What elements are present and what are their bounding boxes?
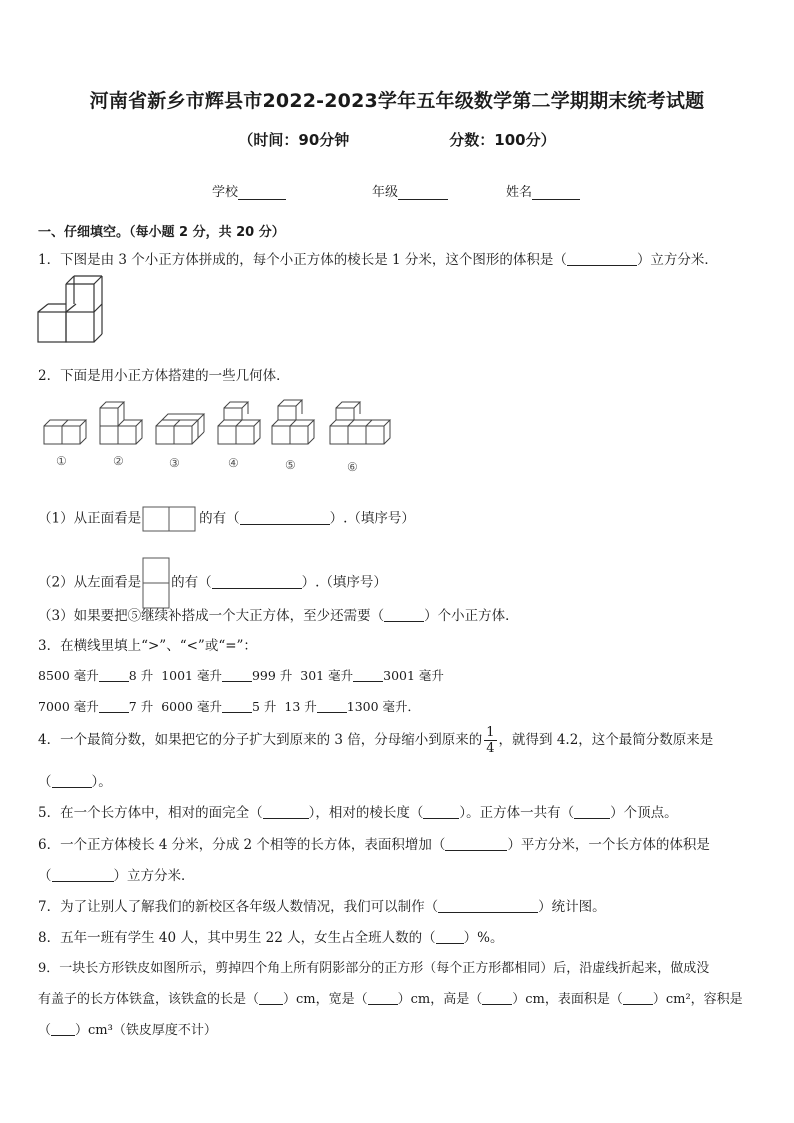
front-view-figure [141, 505, 199, 533]
solid-label-3: ③ [169, 456, 180, 470]
answer-blank[interactable] [445, 837, 507, 851]
name-blank[interactable] [532, 185, 580, 200]
question-2-sub3: （3）如果要把⑤继续补搭成一个大正方体，至少还需要（ ）个小正方体． [38, 608, 519, 624]
answer-blank[interactable] [317, 699, 347, 713]
answer-blank[interactable] [99, 668, 129, 682]
grade-blank[interactable] [398, 185, 448, 200]
answer-blank[interactable] [482, 991, 512, 1005]
answer-blank[interactable] [436, 930, 464, 944]
answer-blank[interactable] [212, 575, 302, 589]
answer-blank[interactable] [263, 805, 309, 819]
question-1: 1．下图是由 3 个小正方体拼成的，每个小正方体的棱长是 1 分米，这个图形的体积是（ ）立方分米． [38, 252, 718, 268]
answer-blank[interactable] [240, 511, 330, 525]
exam-score: 分数：100分） [449, 131, 556, 149]
question-3-row-1: 8500 毫升 8 升 1001 毫升 999 升 301 毫升 3001 毫升 [38, 668, 444, 683]
fraction-one-quarter: $\frac{1}{4}$ [486, 725, 495, 756]
question-9-cont: 有盖子的长方体铁盒，该铁盒的长是（ ）cm，宽是（ ）cm，高是（ ）cm，表面积是（ ）cm²，容积是 [38, 992, 743, 1007]
answer-blank[interactable] [222, 668, 252, 682]
answer-blank[interactable] [574, 805, 610, 819]
answer-blank[interactable] [368, 991, 398, 1005]
grade-field: 年级 [372, 181, 448, 200]
exam-subtitle [0, 129, 794, 150]
answer-blank[interactable] [567, 252, 637, 266]
cube-figure-q1 [38, 282, 108, 344]
question-2-sub1: （1）从正面看是 的有（ ）.（填序号） [38, 505, 415, 533]
solid-label-2: ② [113, 454, 124, 468]
answer-blank[interactable] [51, 1022, 75, 1036]
answer-blank[interactable] [52, 774, 92, 788]
answer-blank[interactable] [623, 991, 653, 1005]
answer-blank[interactable] [259, 991, 283, 1005]
page-title: 河南省新乡市辉县市2022-2023学年五年级数学第二学期期末统考试题 [89, 90, 705, 112]
answer-blank[interactable] [52, 868, 114, 882]
question-4-cont: （ ）。 [38, 774, 112, 790]
name-field: 姓名 [506, 181, 580, 200]
answer-blank[interactable] [423, 805, 459, 819]
question-9: 9．一块长方形铁皮如图所示，剪掉四个角上所有阴影部分的正方形（每个正方形都相同）后，沿虚线折起来，做成没 [38, 961, 710, 976]
question-6-cont: （ ）立方分米． [38, 868, 195, 884]
school-field: 学校 [212, 181, 286, 200]
question-8: 8．五年一班有学生 40 人，其中男生 22 人，女生占全班人数的（ ）%。 [38, 930, 504, 946]
answer-blank[interactable] [222, 699, 252, 713]
question-9-end: （ ）cm³（铁皮厚度不计） [38, 1023, 217, 1038]
question-3: 3．在横线里填上“>”、“<”或“=”： [38, 638, 257, 654]
left-view-figure [141, 556, 171, 610]
question-5: 5．在一个长方体中，相对的面完全（ ），相对的棱长度（ ）。正方体一共有（ ）个顶点。 [38, 805, 678, 821]
answer-blank[interactable] [353, 668, 383, 682]
question-3-row-2: 7000 毫升 7 升 6000 毫升 5 升 13 升 1300 毫升． [38, 699, 421, 714]
question-2: 2．下面是用小正方体搭建的一些几何体． [38, 368, 290, 384]
solid-label-5: ⑤ [285, 458, 296, 472]
solid-label-1: ① [56, 454, 67, 468]
question-4: 4．一个最简分数，如果把它的分子扩大到原来的 3 倍，分母缩小到原来的 $\frac{1}{4}$ ，就得到 4.2，这个最简分数原来是 [38, 725, 714, 756]
question-6: 6．一个正方体棱长 4 分米，分成 2 个相等的长方体，表面积增加（ ）平方分米，一个长方体的体积是 [38, 837, 710, 853]
answer-blank[interactable] [99, 699, 129, 713]
solid-label-4: ④ [228, 456, 239, 470]
answer-blank[interactable] [438, 899, 538, 913]
solids-figure-q2 [40, 400, 390, 448]
school-blank[interactable] [238, 185, 286, 200]
exam-time: （时间：90分钟 [238, 131, 350, 149]
question-7: 7．为了让别人了解我们的新校区各年级人数情况，我们可以制作（ ）统计图。 [38, 899, 606, 915]
section-heading: 一、仔细填空。（每小题 2 分，共 20 分） [38, 225, 285, 240]
solid-label-6: ⑥ [347, 460, 358, 474]
answer-blank[interactable] [384, 608, 424, 622]
question-2-sub2: （2）从左面看是 的有（ ）.（填序号） [38, 556, 387, 610]
